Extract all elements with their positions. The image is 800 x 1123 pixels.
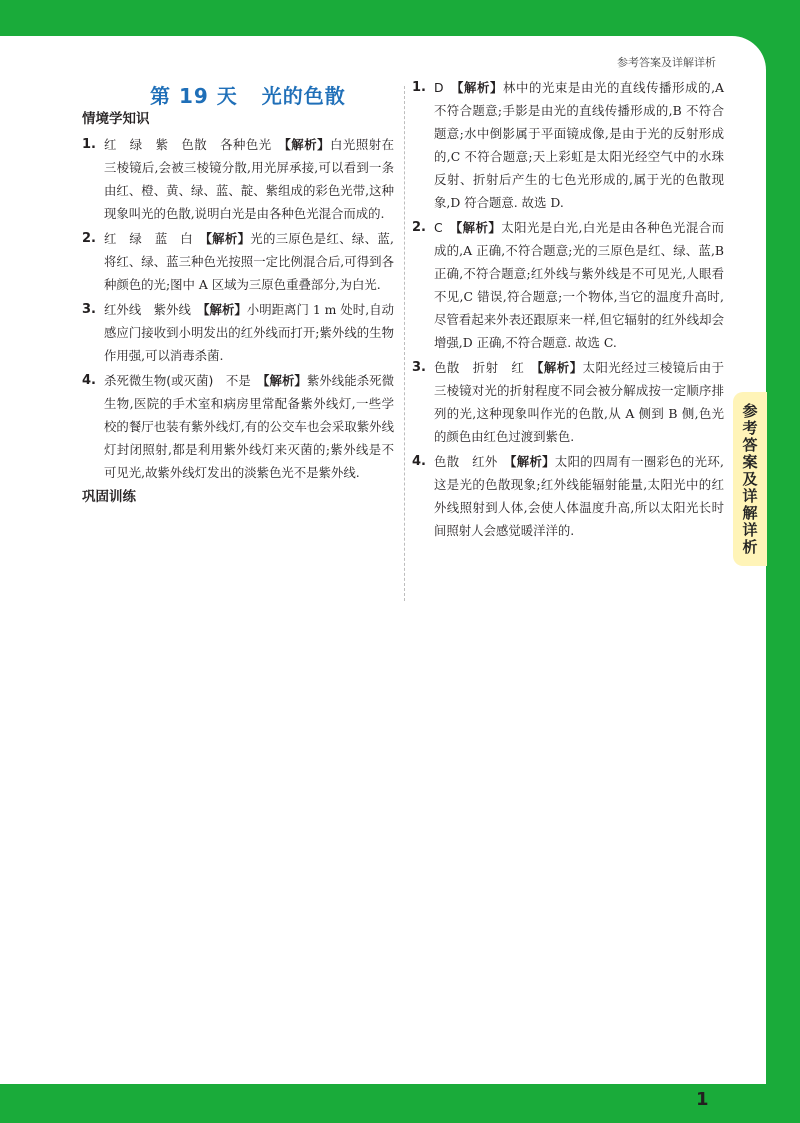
page-sheet [0, 36, 766, 1110]
title-topic: 光的色散 [261, 84, 346, 108]
list-item [82, 133, 394, 225]
item-explanation: 光的三原色是红、绿、蓝,将红、绿、蓝三种色光按照一定比例混合后,可得到各种颜色的光;图中 A 区域为三原色重叠部分,为白光. [104, 231, 394, 292]
item-answer: 红外线 紫外线 [104, 302, 204, 317]
item-answer: D [434, 80, 458, 95]
item-number: 1. [412, 80, 426, 95]
page-number: 1 [696, 1089, 709, 1110]
list-item [82, 298, 394, 367]
item-explanation: 太阳光是白光,白光是由各种色光混合而成的,A 正确,不符合题意;光的三原色是红、绿、蓝,B 正确,不符合题意;红外线与紫外线是不可见光,人眼看不见,C 错误,符合题意;一个物体,当它的温度升高时,尽管看起来外表还跟原来一样,但它辐射的红外线却会增强,D 正确,不符合题意. 故选 C. [434, 220, 724, 350]
list-item [412, 356, 724, 448]
running-header: 参考答案及详解详析 [617, 56, 716, 69]
item-answer: 红 绿 蓝 白 [104, 231, 206, 246]
item-explanation: 小明距离门 1 m 处时,自动感应门接收到小明发出的红外线而打开;紫外线的生物作用强,可以消毒杀菌. [104, 302, 394, 363]
left-column [82, 108, 394, 511]
section-heading: 情境学知识 [82, 111, 150, 127]
analysis-tag: 【解析】 [456, 220, 502, 235]
side-tab-label: 参考答案及详解详析 [740, 402, 759, 556]
item-explanation: 太阳光经过三棱镜后由于三棱镜对光的折射程度不同会被分解成按一定顺序排列的光,这种现象叫作光的色散,从 A 侧到 B 侧,色光的颜色由红色过渡到紫色. [434, 360, 724, 444]
analysis-tag: 【解析】 [263, 373, 307, 388]
analysis-tag: 【解析】 [537, 360, 583, 375]
analysis-tag: 【解析】 [203, 302, 247, 317]
item-number: 4. [82, 373, 96, 388]
item-explanation: 白光照射在三棱镜后,会被三棱镜分散,用光屏承接,可以看到一条由红、橙、黄、绿、蓝、靛、紫组成的彩色光带,这种现象叫光的色散,说明白光是由各种色光混合而成的. [104, 137, 395, 221]
item-number: 4. [412, 454, 426, 469]
item-number: 1. [82, 137, 96, 152]
right-column [412, 76, 724, 544]
item-explanation: 林中的光束是由光的直线传播形成的,A 不符合题意;手影是由光的直线传播形成的,B 不符合题意;水中倒影属于平面镜成像,是由于光的反射形成的,C 不符合题意;天上彩虹是太阳光经空气中的水珠反射、折射后产生的七色光形成的,属于光的色散现象,D 符合题意. 故选 D. [434, 80, 724, 210]
item-answer: C [434, 220, 456, 235]
item-number: 3. [82, 302, 96, 317]
item-explanation: 太阳的四周有一圈彩色的光环,这是光的色散现象;红外线能辐射能量,太阳光中的红外线照射到人体,会使人体温度升高,所以太阳光长时间照射人会感觉暖洋洋的. [434, 454, 724, 538]
analysis-tag: 【解析】 [205, 231, 251, 246]
title-day: 第 19 天 [150, 84, 238, 108]
analysis-tag: 【解析】 [457, 80, 503, 95]
item-answer: 红 绿 紫 色散 各种色光 [104, 137, 285, 152]
item-answer: 杀死微生物(或灭菌) 不是 [104, 373, 264, 388]
item-answer: 色散 折射 红 [434, 360, 538, 375]
item-number: 2. [412, 220, 426, 235]
analysis-tag: 【解析】 [510, 454, 555, 469]
item-answer: 色散 红外 [434, 454, 511, 469]
analysis-tag: 【解析】 [284, 137, 331, 152]
list-item [82, 227, 394, 296]
list-item [412, 450, 724, 542]
item-explanation: 紫外线能杀死微生物,医院的手术室和病房里常配备紫外线灯,一些学校的餐厅也装有紫外线灯,有的公交车也会采取紫外线灯封闭照射,都是利用紫外线灯来灭菌的;紫外线是不可见光,故紫外线灯发出的淡紫色光不是紫外线. [104, 373, 394, 480]
side-tab [733, 392, 767, 566]
list-item [412, 76, 724, 214]
item-number: 3. [412, 360, 426, 375]
column-divider [404, 86, 405, 601]
item-number: 2. [82, 231, 96, 246]
list-item [82, 369, 394, 484]
list-item [412, 216, 724, 354]
section-heading: 巩固训练 [82, 489, 136, 505]
page-title [150, 80, 346, 109]
